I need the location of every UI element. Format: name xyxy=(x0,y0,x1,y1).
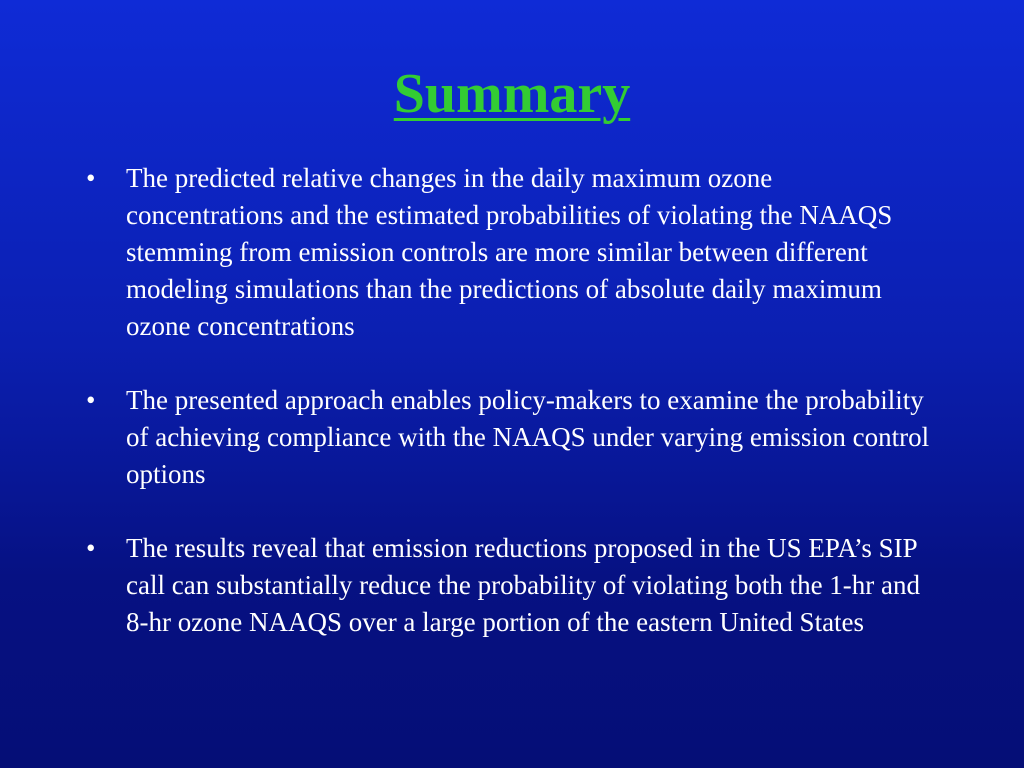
slide-title: Summary xyxy=(393,63,631,125)
bullet-marker: • xyxy=(86,163,96,193)
bullet-marker: • xyxy=(86,533,96,563)
bullet-text: The predicted relative changes in the daily maximum ozone concentrations and the estimated probabilities of violating the NAAQS stemming from emission controls are more similar between different modeling simulations than the predictions of absolute daily maximum ozone concentrations xyxy=(126,163,893,341)
bullet-marker: • xyxy=(86,385,96,415)
bullet-item xyxy=(86,530,936,641)
bullet-item xyxy=(86,160,936,345)
bullet-item xyxy=(86,382,936,493)
bullet-text: The presented approach enables policy-makers to examine the probability of achieving compliance with the NAAQS under varying emission control options xyxy=(126,385,930,489)
bullet-list xyxy=(86,160,936,678)
bullet-text: The results reveal that emission reductions proposed in the US EPA’s SIP call can substantially reduce the probability of violating both the 1-hr and 8-hr ozone NAAQS over a large portion of the eastern United States xyxy=(126,533,921,637)
